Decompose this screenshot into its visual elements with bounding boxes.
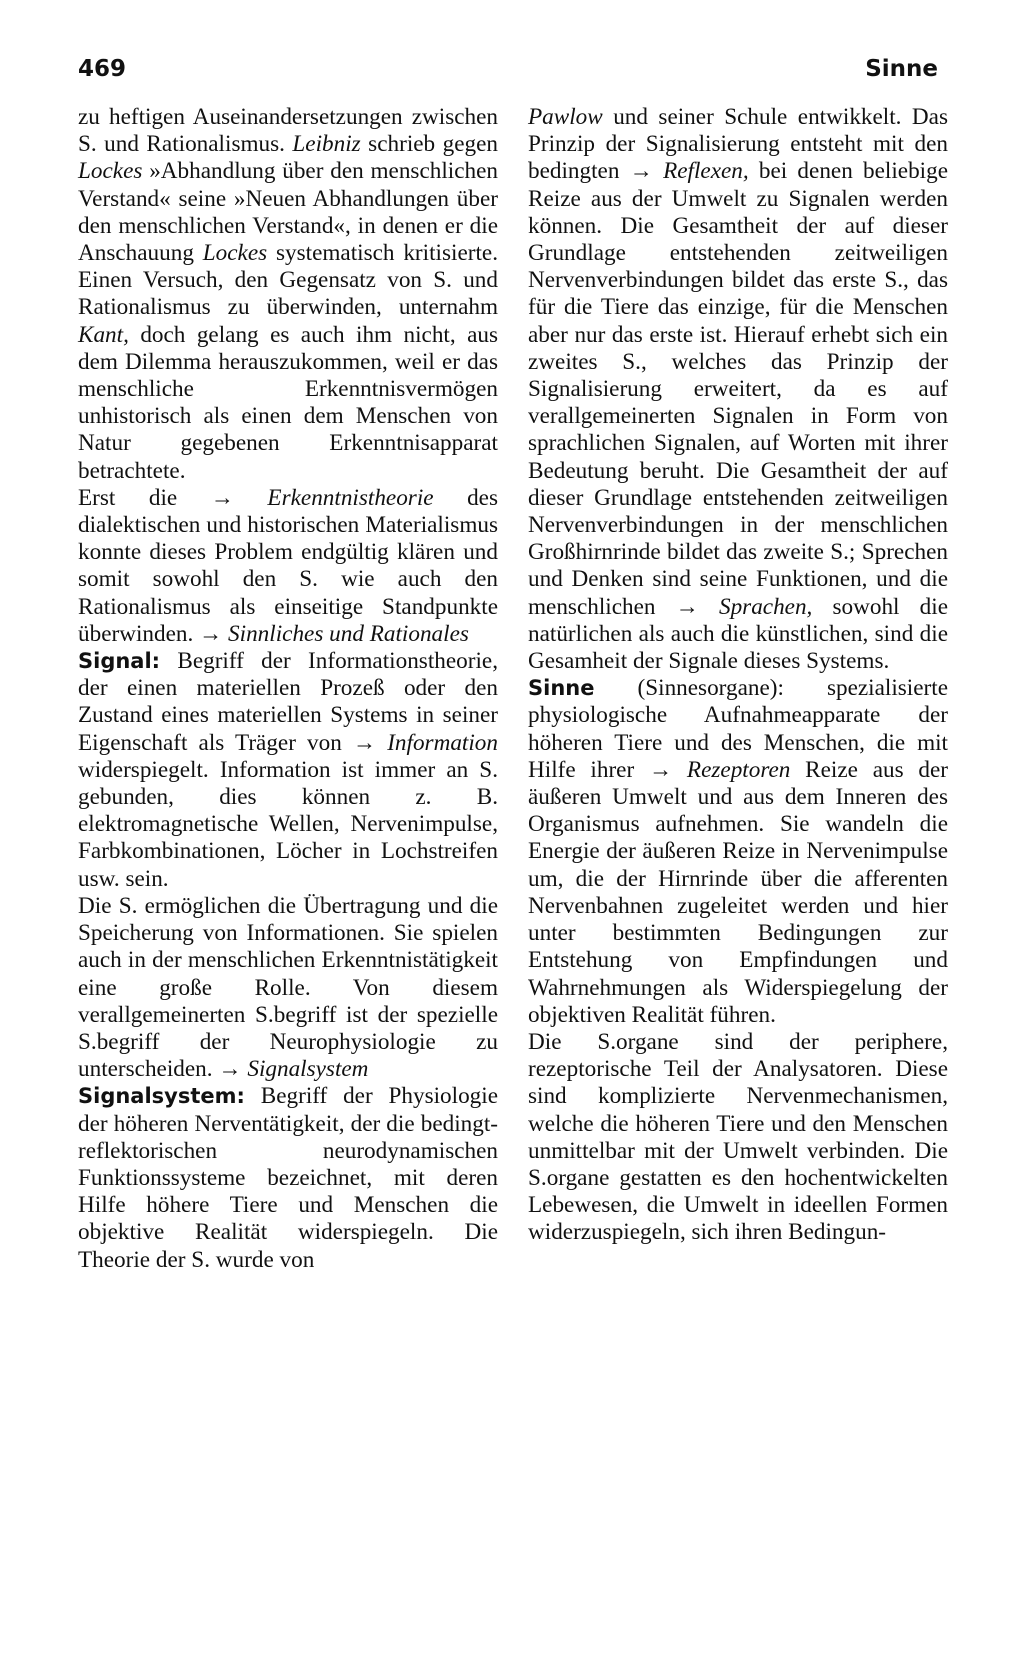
entry-signalsystem-continuation: Pawlow und seiner Schule entwikkelt. Das Prinzip der Signalisierung entsteht mit den bedingten → Reflexen, bei denen beliebige Reize aus der Umwelt zu Signalen werden können. Die Gesamtheit der auf dieser Grundlage entstehenden zeitweiligen Nervenverbindungen bildet das erste S., das für die Tiere das einzige, für die Menschen aber nur das erste ist. Hierauf erhebt sich ein zweites S., welches das Prinzip der Signalisierung erweitert, da es auf verallgemeinerten Signalen in Form von sprachlichen Signalen, auf Worten mit ihrer Bedeutung beruht. Die Gesamtheit der auf dieser Grundlage entstehenden zeitweiligen Nervenverbindungen in der menschlichen Großhirnrinde bildet das zweite S.; Sprechen und Denken sind seine Funktionen, und die menschlichen → Sprachen, sowohl die natürlichen als auch die künstlichen, sind die Gesamheit der Signale dieses Systems. xyxy=(528,104,948,675)
name-lockes: Lockes xyxy=(78,158,143,185)
crossref-information[interactable]: Information xyxy=(387,729,498,756)
crossref-sprachen[interactable]: Sprachen, xyxy=(718,593,813,620)
entry-sinne-paragraph: Die S.organe sind der periphere, rezeptorische Teil der Analysatoren. Diese sind komplizierte Nervenmechanismen, welche die höheren Tiere und den Menschen unmittelbar mit der Umwelt verbinden. Die S.organe gestatten es den hochentwickelten Lebewesen, die Umwelt in ideellen Formen widerzuspiegeln, sich ihren Bedingun- xyxy=(528,1028,948,1246)
name-kant: Kant, xyxy=(78,321,129,348)
sensualism-entry-paragraph: Erst die → Erkenntnistheorie des dialektischen und historischen Materialismus konnte dieses Problem endgültig klären und somit sowohl den S. wie auch den Rationalismus als einseitige Standpunkte überwinden. → Sinnliches und Rationales xyxy=(78,484,498,647)
crossref-rezeptoren[interactable]: Rezeptoren xyxy=(686,756,791,783)
entry-term-signal: Signal: xyxy=(78,649,161,674)
crossref-reflexen[interactable]: Reflexen, xyxy=(663,158,749,185)
entry-sinne: Sinne (Sinnesorgane): spezialisierte physiologische Aufnahmeapparate der höheren Tiere und des Menschen, die mit Hilfe ihrer → Rezeptoren Reize aus der äußeren Umwelt und aus dem Inneren des Organismus aufnehmen. Sie wandeln die Energie der äußeren Reize in Nervenimpulse um, die der Hirnrinde über die afferenten Nervenbahnen zugeleitet werden und hier unter bestimmten Bedingungen zur Entstehung von Empfindungen und Wahrnehmungen als Widerspiegelung der objektiven Realität führen. xyxy=(528,675,948,1028)
sensualism-entry-continuation: zu heftigen Auseinandersetzungen zwischen S. und Rationalismus. Leibniz schrieb gegen Lockes »Abhandlung über den menschlichen Verstand« seine »Neuen Abhandlungen über den menschlichen Verstand«, in denen er die Anschauung Lockes systematisch kritisierte. Einen Versuch, den Gegensatz von S. und Rationalismus zu überwinden, unternahm Kant, doch gelang es auch ihm nicht, aus dem Dilemma herauszukommen, weil er das menschliche Erkenntnisvermögen unhistorisch als einen dem Menschen von Natur gegebenen Erkenntnisapparat betrachtete. xyxy=(78,104,498,484)
entry-term-signalsystem: Signalsystem: xyxy=(78,1084,245,1109)
name-leibniz: Leibniz xyxy=(292,131,361,158)
name-lockes: Lockes xyxy=(202,240,268,267)
entry-term-sinne: Sinne xyxy=(528,676,595,701)
entry-signal-paragraph: Die S. ermöglichen die Übertragung und die Speicherung von Informationen. Sie spielen auch in der menschlichen Erkenntnistätigkeit eine große Rolle. Von diesem verallgemeinerten S.begriff ist der spezielle S.begriff der Neurophysiologie zu unterscheiden. → Signalsystem xyxy=(78,892,498,1083)
crossref-sinnliches-und-rationales[interactable]: Sinnliches und Rationales xyxy=(228,620,469,647)
crossref-erkenntnistheorie[interactable]: Erkenntnistheorie xyxy=(267,484,434,511)
page-number: 469 xyxy=(78,56,127,82)
page-header xyxy=(78,52,938,86)
running-head: Sinne xyxy=(865,56,938,82)
entry-signal: Signal: Begriff der Informationstheorie, der einen materiellen Prozeß oder den Zustand eines materiellen Systems in seiner Eigenschaft als Träger von → Information widerspiegelt. Information ist immer an S. gebunden, dies können z. B. elektromagnetische Wellen, Nervenimpulse, Farbkombinationen, Löcher in Lochstreifen usw. sein. xyxy=(78,648,498,892)
name-pawlow: Pawlow xyxy=(528,104,603,130)
entry-signalsystem: Signalsystem: Begriff der Physiologie der höheren Nerventätigkeit, der die bedingt-reflektorischen neurodynamischen Funktionssysteme bezeichnet, mit deren Hilfe höhere Tiere und Menschen die objektive Realität widerspiegeln. Die Theorie der S. wurde von xyxy=(78,1083,498,1273)
crossref-signalsystem[interactable]: Signalsystem xyxy=(247,1056,369,1083)
left-column xyxy=(78,104,498,1274)
right-column xyxy=(528,104,948,1247)
